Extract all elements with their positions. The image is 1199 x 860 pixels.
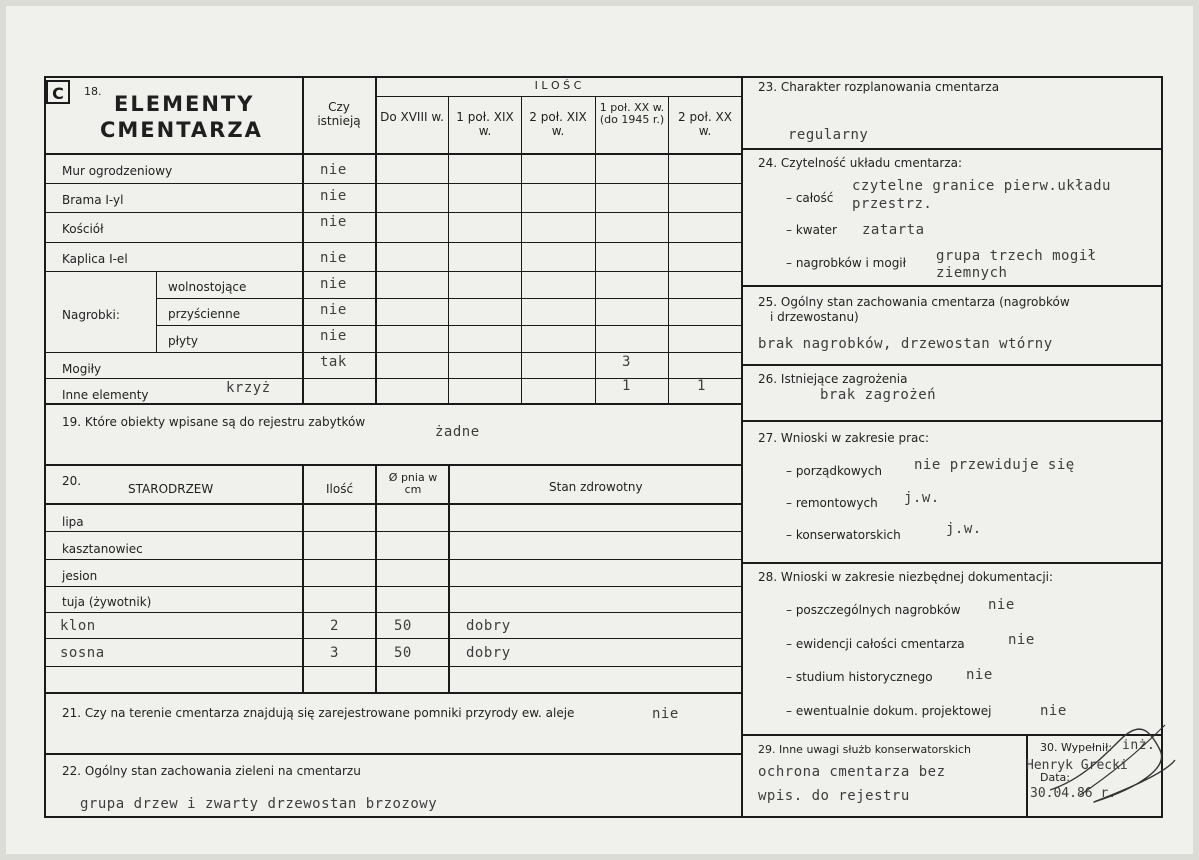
trees-row-3 — [44, 586, 742, 587]
czy-value-wolnostojace: nie — [320, 276, 347, 292]
header-czy: Czy istnieją — [317, 100, 361, 128]
q30-date-value: 30.04.86 r. — [1030, 786, 1117, 801]
nagrobki-divider — [156, 271, 157, 352]
row-line-3 — [44, 242, 742, 243]
czy-value-mogily: tak — [320, 354, 347, 370]
section-number: 18. — [84, 85, 102, 98]
q30-name-2: Henryk Grecki — [1026, 758, 1128, 773]
tree-name-sosna: sosna — [60, 645, 105, 661]
col-line-p2-19 — [521, 96, 522, 404]
element-label-mogily: Mogiły — [62, 362, 102, 376]
col-line-do18 — [375, 76, 377, 404]
row-line-9 — [44, 403, 742, 405]
header-do18: Do XVIII w. — [380, 110, 444, 124]
q28-b-label: – ewidencji całości cmentarza — [786, 637, 965, 651]
q21-bottom — [44, 753, 742, 755]
q27-bottom — [741, 562, 1163, 564]
trees-row-6 — [44, 666, 742, 667]
q24-calosc-label: – całość — [786, 191, 834, 205]
trees-row-4 — [44, 612, 742, 613]
p1-20-value-mogily: 3 — [622, 354, 631, 370]
q26-label: 26. Istniejące zagrożenia — [758, 372, 908, 386]
element-label-kosciol: Kościół — [62, 222, 104, 236]
q30-label: 30. Wypełnił: — [1040, 741, 1112, 754]
tree-name-kasztanowiec: kasztanowiec — [62, 542, 143, 556]
nagrobki-label: Nagrobki: — [62, 308, 120, 322]
frame-bottom — [44, 816, 1163, 818]
row-line-1 — [44, 183, 742, 184]
q28-a-value: nie — [988, 597, 1015, 613]
q28-a-label: – poszczególnych nagrobków — [786, 603, 961, 617]
q27-label: 27. Wnioski w zakresie prac: — [758, 431, 930, 445]
q30-name-1: inż. — [1122, 738, 1156, 753]
row-line-2 — [44, 212, 742, 213]
row-line-8 — [44, 378, 742, 379]
q29-value-2: wpis. do rejestru — [758, 788, 910, 804]
q28-d-label: – ewentualnie dokum. projektowej — [786, 704, 992, 718]
q24-nagrobkow-value-1: grupa trzech mogił — [936, 248, 1097, 264]
q24-bottom — [741, 285, 1163, 287]
header-ilosc: I L O Ś C — [534, 79, 582, 92]
trees-row-1 — [44, 531, 742, 532]
czy-value-kaplica: nie — [320, 250, 347, 266]
header-p1-20: 1 poł. XX w. (do 1945 r.) — [599, 101, 665, 126]
q19-label: 19. Które obiekty wpisane są do rejestru zabytków — [62, 415, 366, 429]
p2-20-value-inne: 1 — [697, 378, 706, 394]
header-p2-19: 2 poł. XIX w. — [529, 110, 587, 138]
col-line-p2-20 — [668, 96, 669, 404]
trees-col-ilosc — [302, 464, 304, 693]
q23-value: regularny — [788, 127, 869, 143]
q24-kwater-label: – kwater — [786, 223, 837, 237]
q27-kons-value: j.w. — [946, 521, 982, 537]
q26-bottom — [741, 420, 1163, 422]
tree-name-tuja: tuja (żywotnik) — [62, 595, 152, 609]
row-line-6 — [156, 325, 742, 326]
signature-scribble — [1040, 720, 1180, 810]
q29-label: 29. Inne uwagi służb konserwatorskich — [758, 743, 971, 756]
q21-value: nie — [652, 706, 679, 722]
czy-value-brama: nie — [320, 188, 347, 204]
q22-label: 22. Ogólny stan zachowania zieleni na cmentarzu — [62, 764, 361, 778]
element-label-kaplica: Kaplica I-el — [62, 252, 128, 266]
frame-top — [44, 76, 1163, 78]
element-label-brama: Brama I-yl — [62, 193, 124, 207]
tree-stan-sosna: dobry — [466, 645, 511, 661]
section-title-line2: CMENTARZA — [100, 118, 263, 142]
tree-name-jesion: jesion — [62, 569, 98, 583]
tree-name-lipa: lipa — [62, 515, 84, 529]
trees-col-stan — [448, 464, 450, 693]
q24-nagrobkow-value-2: ziemnych — [936, 265, 1008, 281]
row-line-5 — [156, 298, 742, 299]
q19-bottom — [44, 464, 742, 466]
row-line-0 — [44, 153, 742, 155]
tree-ilosc-sosna: 3 — [330, 645, 339, 661]
q27-rem-label: – remontowych — [786, 496, 878, 510]
element-label-plyty: płyty — [168, 334, 198, 348]
q28-c-label: – studium historycznego — [786, 670, 933, 684]
q25-label-2: i drzewostanu) — [770, 310, 859, 324]
trees-bottom — [44, 692, 742, 694]
trees-row-5 — [44, 638, 742, 639]
trees-title: STARODRZEW — [128, 482, 214, 496]
q25-label-1: 25. Ogólny stan zachowania cmentarza (nagrobków — [758, 295, 1070, 309]
q24-nagrobkow-label: – nagrobków i mogił — [786, 256, 907, 270]
element-label-mur: Mur ogrodzeniowy — [62, 164, 173, 178]
q19-value: żadne — [435, 424, 480, 440]
trees-row-2 — [44, 559, 742, 560]
section-letter-box: C — [46, 80, 70, 104]
trees-header-ilosc: Ilość — [326, 482, 354, 496]
element-label-wolnostojace: wolnostojące — [168, 280, 247, 294]
header-p2-20: 2 poł. XX w. — [678, 110, 732, 138]
q29-q30-divider — [1026, 734, 1028, 818]
q21-label: 21. Czy na terenie cmentarza znajdują się zarejestrowane pomniki przyrody ew. aleje — [62, 706, 575, 720]
q28-label: 28. Wnioski w zakresie niezbędnej dokumentacji: — [758, 570, 1054, 584]
q25-bottom — [741, 364, 1163, 366]
q27-rem-value: j.w. — [904, 490, 940, 506]
q24-calosc-value-2: przestrz. — [852, 196, 933, 212]
inne-value: krzyż — [226, 380, 271, 396]
czy-value-mur: nie — [320, 162, 347, 178]
ilosc-underline — [375, 96, 741, 97]
row-line-7 — [44, 352, 742, 353]
tree-pnia-klon: 50 — [394, 618, 412, 634]
czy-value-kosciol: nie — [320, 214, 347, 230]
q28-d-value: nie — [1040, 703, 1067, 719]
col-line-czy — [302, 76, 304, 404]
section-title-line1: ELEMENTY — [114, 92, 255, 116]
q28-b-value: nie — [1008, 632, 1035, 648]
header-p1-19: 1 poł. XIX w. — [456, 110, 514, 138]
tree-ilosc-klon: 2 — [330, 618, 339, 634]
col-line-p1-19 — [448, 96, 449, 404]
q22-value: grupa drzew i zwarty drzewostan brzozowy — [80, 796, 438, 812]
element-label-przyscienne: przyścienne — [168, 307, 241, 321]
q30-date-label: Data: — [1040, 771, 1070, 784]
trees-header-pnia: Ø pnia w cm — [388, 471, 438, 496]
frame-middle — [741, 76, 743, 818]
frame-left — [44, 76, 46, 818]
element-label-inne: Inne elementy — [62, 388, 149, 402]
q29-value-1: ochrona cmentarza bez — [758, 764, 946, 780]
czy-value-przyscienne: nie — [320, 302, 347, 318]
q27-kons-label: – konserwatorskich — [786, 528, 901, 542]
q25-value: brak nagrobków, drzewostan wtórny — [758, 336, 1053, 352]
trees-number: 20. — [62, 474, 82, 488]
trees-header-bottom — [44, 503, 742, 505]
q23-bottom — [741, 148, 1163, 150]
frame-right — [1161, 76, 1163, 818]
q24-label: 24. Czytelność układu cmentarza: — [758, 156, 963, 170]
trees-header-stan: Stan zdrowotny — [549, 480, 643, 494]
q26-value: brak zagrożeń — [820, 387, 937, 403]
row-line-4 — [44, 271, 742, 272]
tree-stan-klon: dobry — [466, 618, 511, 634]
tree-pnia-sosna: 50 — [394, 645, 412, 661]
col-line-p1-20 — [595, 96, 596, 404]
p1-20-value-inne: 1 — [622, 378, 631, 394]
q27-porz-label: – porządkowych — [786, 464, 882, 478]
trees-col-pnia — [375, 464, 377, 693]
q28-c-value: nie — [966, 667, 993, 683]
q23-label: 23. Charakter rozplanowania cmentarza — [758, 80, 1000, 94]
q24-kwater-value: zatarta — [862, 222, 925, 238]
q27-porz-value: nie przewiduje się — [914, 457, 1075, 473]
czy-value-plyty: nie — [320, 328, 347, 344]
tree-name-klon: klon — [60, 618, 96, 634]
q24-calosc-value-1: czytelne granice pierw.układu — [852, 178, 1111, 194]
